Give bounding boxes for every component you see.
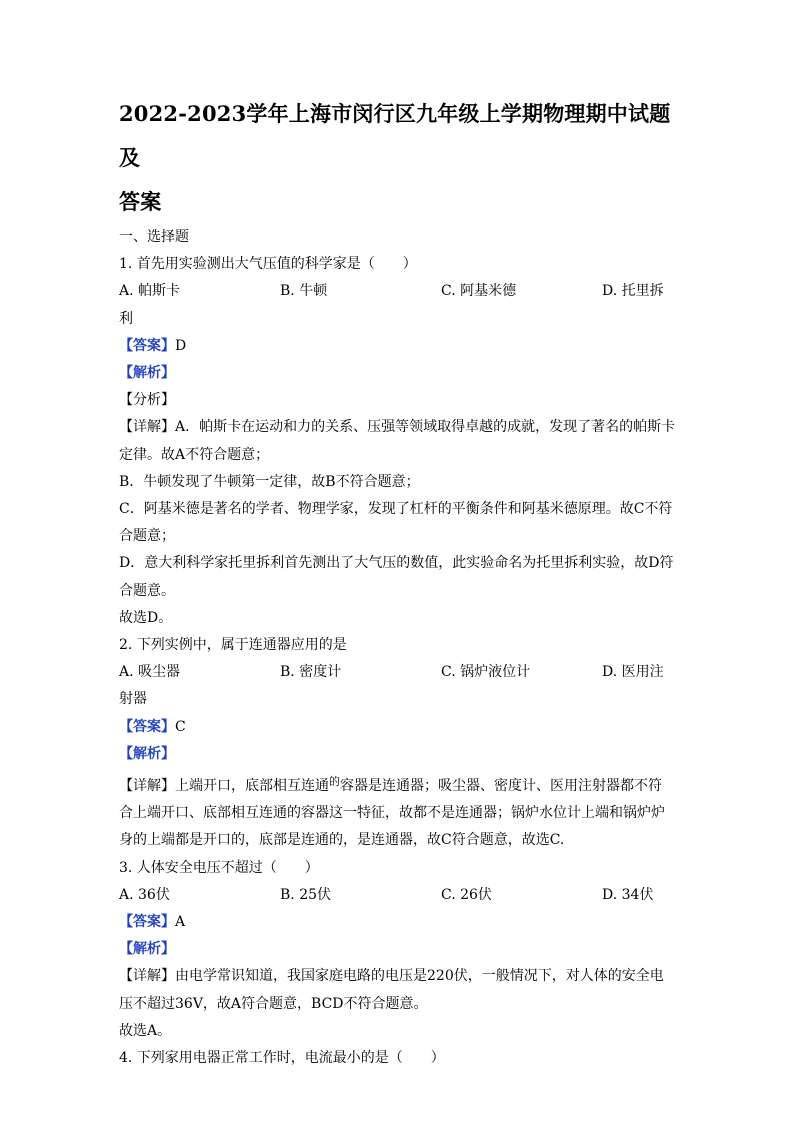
question-3-answer: [119, 909, 675, 936]
question-1-detail-d2: 合题意。: [119, 582, 175, 599]
detail-text: 由电学常识知道，我国家庭电路的电压是220伏，一般情况下，对人体的安全电: [175, 968, 664, 985]
question-3-stem: 3. 人体安全电压不超过（ ）: [119, 859, 319, 876]
jiexi-tag: 【解析】: [119, 365, 175, 382]
title-line-2: 答案: [119, 189, 162, 214]
option-b: B. 密度计: [280, 664, 342, 681]
question-1-detail-a2: 定律。故A不符合题意；: [119, 446, 270, 463]
option-d: D. 医用注: [602, 664, 664, 681]
option-a: A. 36伏: [119, 886, 170, 903]
question-1-detail-b: B．牛顿发现了牛顿第一定律，故B不符合题意；: [119, 473, 420, 490]
question-4-stem: 4. 下列家用电器正常工作时，电流最小的是（ ）: [119, 1050, 445, 1067]
option-c: C. 锅炉液位计: [441, 664, 531, 681]
question-1-options: [119, 278, 675, 305]
option-c: C. 26伏: [441, 886, 492, 903]
option-c: C. 阿基米德: [441, 283, 517, 300]
question-2-options: [119, 659, 675, 686]
detail-text-b: 容器是连通器；吸尘器、密度计、医用注射器都不符: [340, 778, 662, 795]
question-1-answer: [119, 333, 675, 360]
option-d-tail: 射器: [119, 691, 147, 708]
answer-tag: 【答案】: [119, 337, 175, 354]
question-1-fenxi: [119, 387, 675, 414]
question-3-options: [119, 882, 675, 909]
question-1-detail-c2: 合题意；: [119, 528, 175, 545]
detail-tag: 【详解】: [119, 968, 175, 985]
question-1-detail-c1: C．阿基米德是著名的学者、物理学家，发现了杠杆的平衡条件和阿基米德原理。故C不符: [119, 501, 673, 518]
question-1-conclusion: 故选D。: [119, 609, 173, 626]
option-b: B. 25伏: [280, 886, 332, 903]
detail-text-a: 上端开口，底部相互连通: [175, 778, 329, 795]
question-2-stem: 2. 下列实例中，属于连通器应用的是: [119, 637, 347, 654]
document-title: [119, 92, 675, 224]
title-line-1: 2022-2023学年上海市闵行区九年级上学期物理期中试题及: [119, 101, 671, 170]
detail-tag: 【详解】: [119, 419, 175, 436]
question-1-analysis-tag: [119, 360, 675, 387]
question-3-analysis-tag: [119, 936, 675, 963]
option-a: A. 帕斯卡: [119, 283, 181, 300]
detail-tag: 【详解】: [119, 778, 175, 795]
answer-tag: 【答案】: [119, 914, 175, 931]
option-d: D. 34伏: [602, 886, 654, 903]
fenxi-tag: 【分析】: [119, 392, 175, 409]
option-d-tail: 利: [119, 310, 133, 327]
question-3-conclusion: 故选A。: [119, 1022, 172, 1039]
answer-value: A: [175, 914, 186, 931]
answer-tag: 【答案】: [119, 718, 175, 735]
answer-value: D: [175, 337, 187, 354]
question-1-detail-a1: [119, 414, 675, 441]
question-2-detail-3: 身的上端都是开口的，底部是连通的，是连通器，故C符合题意，故选C.: [119, 832, 565, 849]
question-1-detail-d1: D．意大利科学家托里拆利首先测出了大气压的数值，此实验命名为托里拆利实验，故D符: [119, 555, 674, 572]
question-2-detail-2: 合上端开口、底部相互连通的容器这一特征，故都不是连通器；锅炉水位计上端和锅炉炉: [119, 805, 665, 822]
question-2-answer: [119, 714, 675, 741]
question-1-stem: 1. 首先用实验测出大气压值的科学家是（ ）: [119, 256, 417, 273]
document-page: [119, 92, 675, 1072]
option-a: A. 吸尘器: [119, 664, 181, 681]
option-b: B. 牛顿: [280, 283, 328, 300]
section-heading: 一、选择题: [119, 229, 189, 245]
jiexi-tag: 【解析】: [119, 941, 175, 958]
question-2-analysis-tag: [119, 741, 675, 768]
detail-superscript: 的: [329, 775, 340, 789]
question-2-detail-1: [119, 768, 675, 800]
option-d: D. 托里拆: [602, 283, 664, 300]
question-3-detail-1: [119, 963, 675, 990]
detail-text: A．帕斯卡在运动和力的关系、压强等领域取得卓越的成就，发现了著名的帕斯卡: [175, 419, 676, 436]
answer-value: C: [175, 718, 186, 735]
jiexi-tag: 【解析】: [119, 745, 175, 762]
question-3-detail-2: 压不超过36V，故A符合题意，BCD不符合题意。: [119, 995, 428, 1012]
